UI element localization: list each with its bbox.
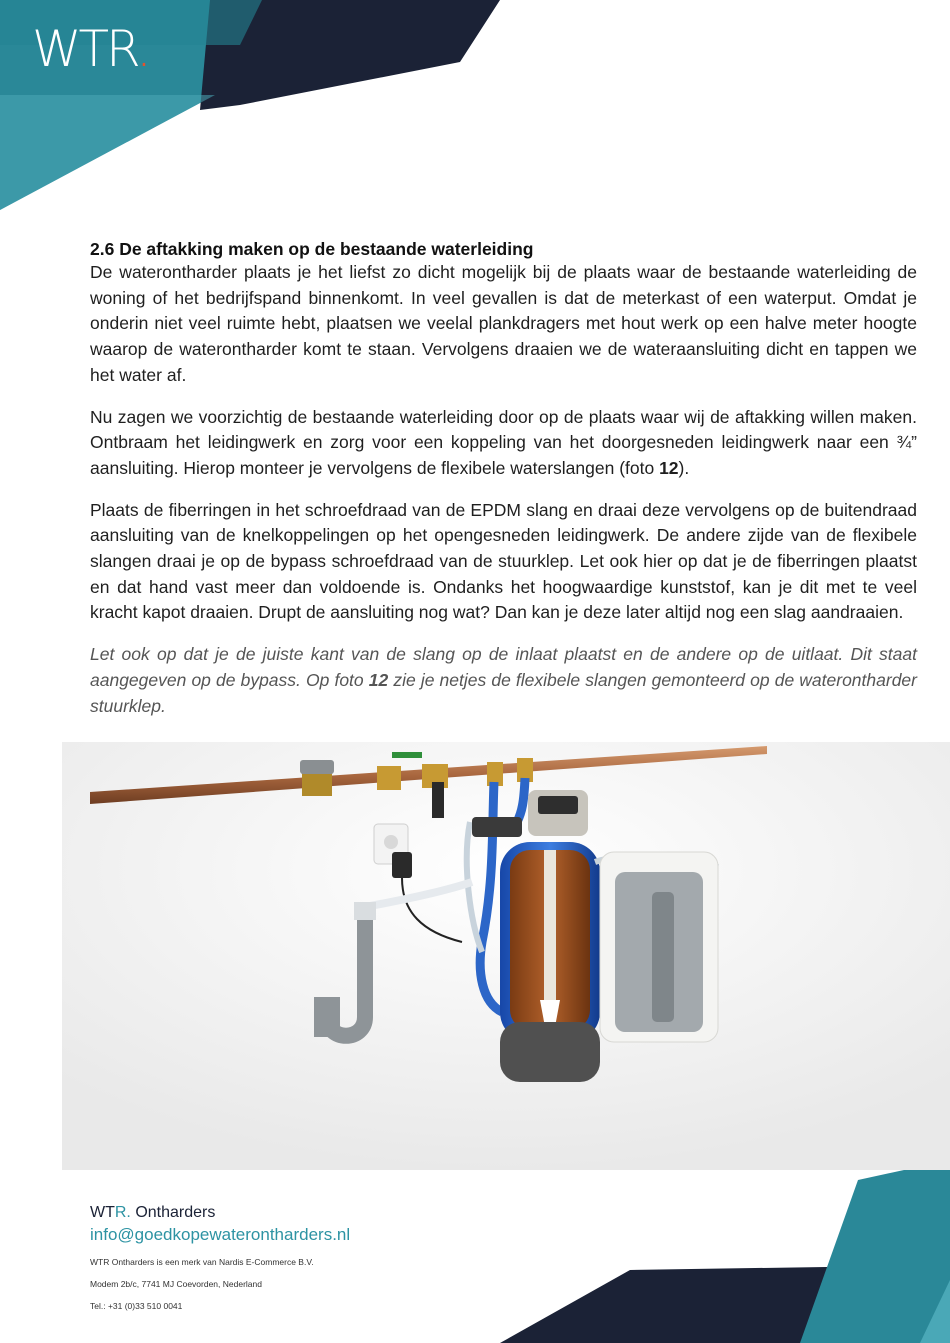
- footer-address-line: Modem 2b/c, 7741 MJ Coevorden, Nederland: [90, 1279, 262, 1289]
- footer-brand: [90, 1202, 350, 1224]
- logo-dot: .: [135, 20, 149, 78]
- main-content: [90, 238, 917, 735]
- paragraph-2-end: ).: [678, 457, 690, 478]
- brand-prefix: WT: [90, 1204, 115, 1221]
- footer-company-line: WTR Ontharders is een merk van Nardis E-Commerce B.V.: [90, 1257, 314, 1267]
- brand-r: R.: [114, 1204, 131, 1221]
- paragraph-2: [90, 405, 917, 482]
- footer-email-link[interactable]: info@goedkopewaterontharders.nl: [90, 1225, 351, 1244]
- paragraph-3: Plaats de fiberringen in het schroefdraad van de EPDM slang en draai deze vervolgens op de buitendraad aansluiting van de knelkoppelingen op het opengesneden leidingwerk. De andere zijde van de flexibele slangen draai je op de bypass schroefdraad van de stuurklep. Let ook hier op dat je de fiberringen plaatst en dat hand vast meer dan voldoende is. Ondanks het hoogwaardige kunststof, kan je dit met te veel kracht kapot draaien. Drupt de aansluiting nog wat? Dan kan je deze later altijd nog een slag aandraaien.: [90, 499, 917, 623]
- italic-note-end: zie je netjes de flexibele slangen gemonteerd op de waterontharder stuurklep.: [90, 669, 917, 716]
- photo-ref-italic: 12: [368, 669, 389, 690]
- italic-note-text: Let ook op dat je de juiste kant van de slang op de inlaat plaatst en de andere op de uitlaat. Dit staat aangegeven op de bypass. Op foto: [90, 644, 917, 690]
- section-heading: 2.6 De aftakking maken op de bestaande waterleiding: [90, 239, 534, 259]
- paragraph-2-text: Nu zagen we voorzichtig de bestaande waterleiding door op de plaats waar wij de aftakking willen maken. Ontbraam het leidingwerk en zorg voor een koppeling van het doorgesneden leidingwerk naar een ¾” aansluiting. Hierop monteer je vervolgens de flexibele waterslangen (foto: [90, 406, 917, 478]
- logo-text: WTR: [32, 20, 136, 78]
- water-softener-installation-illustration: [62, 742, 950, 1170]
- footer-phone-line: Tel.: +31 (0)33 510 0041: [90, 1301, 183, 1311]
- brand-suffix: Ontharders: [130, 1204, 216, 1221]
- photo-ref: 12: [659, 457, 679, 478]
- footer: [90, 1202, 350, 1312]
- paragraph-1: De waterontharder plaats je het liefst zo dicht mogelijk bij de plaats waar de bestaande waterleiding de woning of het bedrijfspand binnenkomt. In veel gevallen is dat de meterkast of een waterput. Omdat je onderin niet veel ruimte hebt, plaatsen we veelal plankdragers met hout werk op een halve meter hoogte waarop de waterontharder komt te staan. Vervolgens draaien we de wateraansluiting dicht en tappen we het water af.: [90, 262, 917, 385]
- italic-note: [90, 642, 917, 719]
- wtr-logo: [32, 20, 149, 78]
